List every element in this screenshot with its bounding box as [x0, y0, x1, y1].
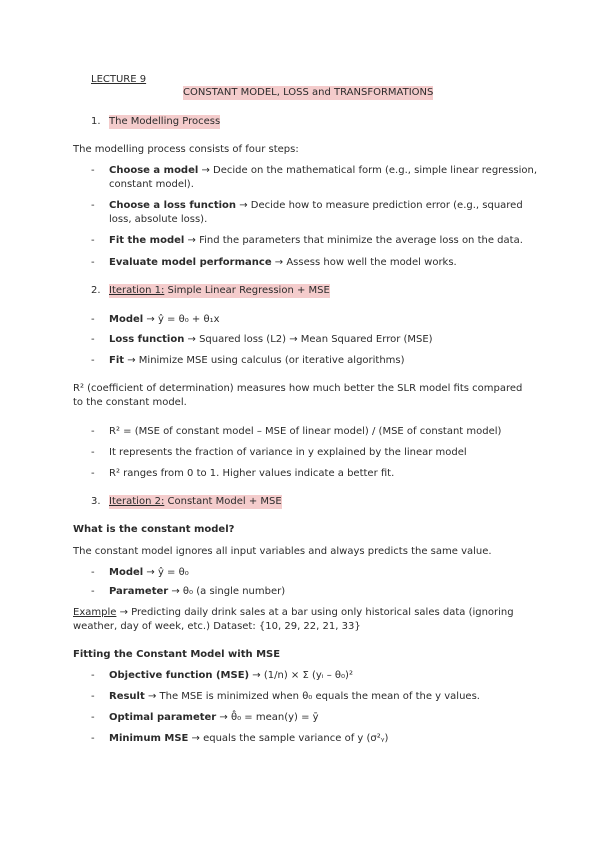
item-label: Model: [109, 314, 144, 325]
constant-model-description: The constant model ignores all input variables and always predicts the same value.: [73, 546, 492, 557]
list-item: [109, 566, 539, 580]
lecture-label: LECTURE 9: [91, 74, 147, 85]
list-item: It represents the fraction of variance in y explained by the linear model: [109, 447, 467, 458]
item-label: Minimum MSE: [109, 733, 189, 744]
bullet-dash: -: [91, 468, 95, 479]
item-text: → θ₀ (a single number): [168, 586, 286, 597]
section-2-number: 2.: [91, 285, 101, 296]
item-label: Result: [109, 691, 145, 702]
list-item: [109, 333, 539, 347]
bullet-dash: -: [91, 235, 95, 246]
item-label: Optimal parameter: [109, 712, 217, 723]
item-text: → The MSE is minimized when θ₀ equals the mean of the y values.: [144, 691, 480, 702]
bullet-dash: -: [91, 355, 95, 366]
section-3-heading: Iteration 2: Constant Model + MSE: [109, 496, 282, 507]
section-1-intro: The modelling process consists of four steps:: [73, 144, 299, 155]
list-item: [109, 199, 539, 227]
list-item: [109, 313, 539, 327]
list-item: [109, 234, 539, 248]
section-1-number: 1.: [91, 116, 101, 127]
example-paragraph: Example → Predicting daily drink sales at a bar using only historical sales data (ignoring weather, day of week, etc.) Dataset: {10, 29, 22, 21, 33}: [73, 607, 514, 632]
list-item: [109, 711, 539, 725]
item-text: → Squared loss (L2) → Mean Squared Error (MSE): [184, 334, 433, 345]
item-label: Choose a model: [109, 165, 199, 176]
item-text: → Minimize MSE using calculus (or iterative algorithms): [124, 355, 405, 366]
r2-intro: R² (coefficient of determination) measures how much better the SLR model fits compared to the constant model.: [73, 383, 523, 408]
item-text: → (1/n) × Σ (yᵢ – θ₀)²: [249, 670, 353, 681]
item-text: → Assess how well the model works.: [271, 257, 457, 268]
list-item: [109, 669, 539, 683]
item-label: Parameter: [109, 586, 169, 597]
item-label: Model: [109, 567, 144, 578]
bullet-dash: -: [91, 314, 95, 325]
section-1-heading: The Modelling Process: [109, 116, 221, 127]
bullet-dash: -: [91, 334, 95, 345]
bullet-dash: -: [91, 670, 95, 681]
fitting-heading: Fitting the Constant Model with MSE: [73, 649, 281, 660]
bullet-dash: -: [91, 257, 95, 268]
bullet-dash: -: [91, 712, 95, 723]
list-item: [109, 256, 539, 270]
item-text: → θ̂₀ = mean(y) = ȳ: [216, 712, 319, 723]
item-text: → ŷ = θ₀ + θ₁x: [143, 314, 220, 325]
bullet-dash: -: [91, 165, 95, 176]
item-label: Fit the model: [109, 235, 185, 246]
bullet-dash: -: [91, 691, 95, 702]
item-label: Objective function (MSE): [109, 670, 250, 681]
item-text: → equals the sample variance of y (σ²ᵧ): [188, 733, 389, 744]
item-text: → ŷ = θ₀: [143, 567, 189, 578]
item-text: → Find the parameters that minimize the average loss on the data.: [184, 235, 523, 246]
list-item: R² = (MSE of constant model – MSE of linear model) / (MSE of constant model): [109, 426, 502, 437]
document-title: CONSTANT MODEL, LOSS and TRANSFORMATIONS: [183, 87, 434, 98]
item-label: Evaluate model performance: [109, 257, 272, 268]
bullet-dash: -: [91, 426, 95, 437]
bullet-dash: -: [91, 447, 95, 458]
list-item: [109, 690, 539, 704]
section-2-heading: Iteration 1: Simple Linear Regression + MSE: [109, 285, 330, 296]
item-text: → Decide how to measure prediction error (e.g., squared loss, absolute loss).: [109, 200, 523, 225]
section-3-number: 3.: [91, 496, 101, 507]
bullet-dash: -: [91, 733, 95, 744]
bullet-dash: -: [91, 200, 95, 211]
list-item: [109, 354, 539, 368]
item-label: Fit: [109, 355, 125, 366]
constant-model-question: What is the constant model?: [73, 524, 235, 535]
bullet-dash: -: [91, 586, 95, 597]
list-item: [109, 164, 539, 192]
list-item: [109, 585, 539, 599]
list-item: [109, 732, 539, 746]
item-text: → Decide on the mathematical form (e.g., simple linear regression, constant model).: [109, 165, 538, 190]
item-label: Loss function: [109, 334, 185, 345]
list-item: R² ranges from 0 to 1. Higher values indicate a better fit.: [109, 468, 395, 479]
item-label: Choose a loss function: [109, 200, 237, 211]
bullet-dash: -: [91, 567, 95, 578]
